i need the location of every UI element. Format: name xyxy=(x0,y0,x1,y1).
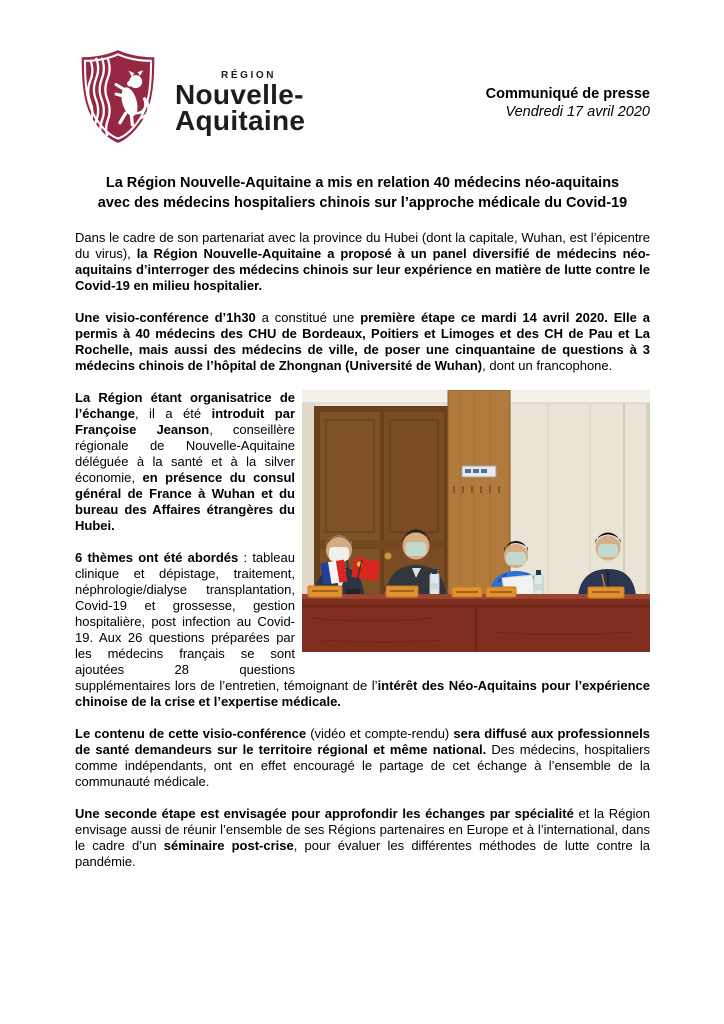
logo-wordmark xyxy=(175,46,305,134)
paragraph-themes: 6 thèmes ont été abordés : tableau clinique et dépistage, traitement, néphrologie/dialyse transplantation, Covid-19 et grossesse, gestion hospitalière, post infection au Covid-19. Aux 26 questions préparées par les médecins français se sont ajoutées 28 questions supplémentaires lors de l’entretien, témoignant de l’intérêt des Néo-Aquitains pour l’expérience chinoise de la crise et l’expertise médicale. xyxy=(75,550,650,709)
logo-name-line1: Nouvelle- xyxy=(175,79,304,110)
flag-china-icon xyxy=(351,557,380,581)
document-body xyxy=(75,230,650,870)
paragraph-diffusion: Le contenu de cette visio-conférence (vidéo et compte-rendu) sera diffusé aux professionnels de santé demandeurs sur le territoire régional et même national. Des médecins, hospitaliers comme indépendants, ont en effet encouragé le partage de cet échange à l’ensemble de la communauté médicale. xyxy=(75,726,650,789)
paragraph-organisation: La Région étant organisatrice de l’échange, il a été introduit par Françoise Jeanson, conseillère régionale de Nouvelle-Aquitaine déléguée à la santé et à la silver économie, en présence du consul général de France à Wuhan et du bureau des Affaires étrangères du Hubei. xyxy=(75,390,296,533)
water-bottle xyxy=(534,570,543,597)
header xyxy=(75,46,650,146)
water-bottle xyxy=(430,569,439,596)
logo-name-line2: Aquitaine xyxy=(175,105,306,136)
logo-region-label: RÉGION xyxy=(221,70,277,81)
photo-wrap-section xyxy=(75,390,650,726)
press-release-label: Communiqué de presse xyxy=(485,86,650,102)
paragraph-intro: Dans le cadre de son partenariat avec la province du Hubei (dont la capitale, Wuhan, est l’épicentre du virus), la Région Nouvelle-Aquitaine a proposé à un panel diversifié de médecins néo-aquitains d’interroger des médecins chinois sur leur expérience en matière de lutte contre le Covid-19 en milieu hospitalier. xyxy=(75,230,651,293)
visio-conference-photo xyxy=(302,390,650,652)
paragraph-seconde-etape: Une seconde étape est envisagée pour approfondir les échanges par spécialité et la Région envisage aussi de réunir l’ensemble de ses Régions partenaires en Europe et à l’international, dans le cadre d’un séminaire post-crise, pour évaluer les différentes méthodes de lutte contre la pandémie. xyxy=(75,806,651,869)
flag-france-icon xyxy=(320,560,347,585)
press-release-header xyxy=(486,46,650,121)
paragraph-visio-conference: Une visio-conférence d’1h30 a constitué une première étape ce mardi 14 avril 2020. Elle a permis à 40 médecins des CHU de Bordeaux, Poitiers et Limoges et des CH de Pau et La Rochelle, mais aussi des médecins de ville, de poser une cinquantaine de questions à 3 médecins chinois de l’hôpital de Zhongnan (Université de Wuhan), dont un francophone. xyxy=(75,310,650,373)
document-title: La Région Nouvelle-Aquitaine a mis en relation 40 médecins néo-aquitains avec des médecins hospitaliers chinois sur l’approche médicale du Covid-19 xyxy=(97,175,628,211)
conference-table xyxy=(302,594,650,652)
press-release-date: Vendredi 17 avril 2020 xyxy=(505,104,650,120)
region-nouvelle-aquitaine-logo xyxy=(75,46,305,146)
shield-logo-icon xyxy=(75,46,161,146)
